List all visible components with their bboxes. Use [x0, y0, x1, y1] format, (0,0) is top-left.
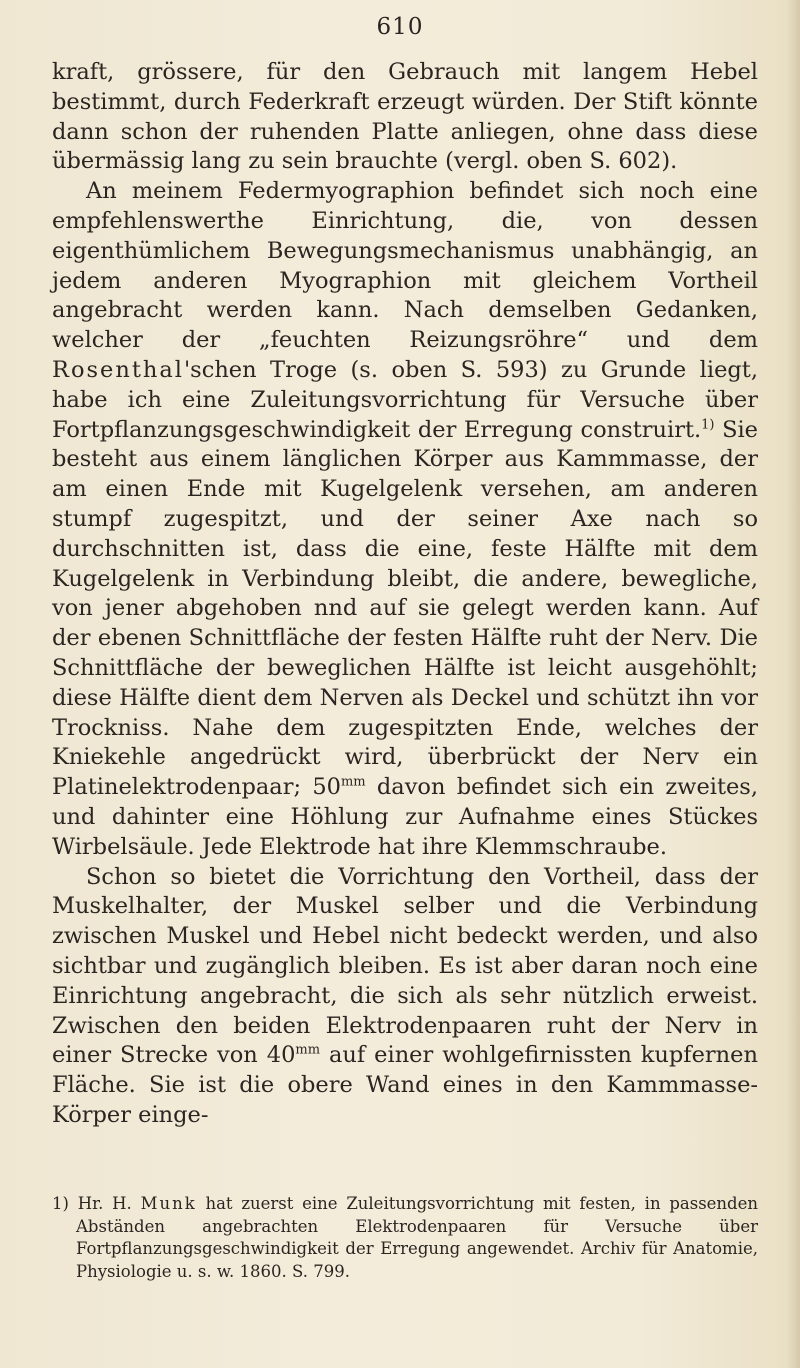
paragraph-2-part-2: 'schen Troge (s. oben S. 593) zu Grunde liegt, habe ich eine Zuleitungsvorrichtung für Versuche über Fortpflanzungsgeschwindigkeit der Erregung construirt. [52, 356, 758, 443]
body-text [52, 58, 758, 1131]
author-name-munk: Munk [140, 1194, 197, 1213]
page-number: 610 [376, 14, 424, 40]
paragraph-2-part-3: Sie besteht aus einem länglichen Körper aus Kammmasse, der am einen Ende mit Kugelgelenk versehen, am anderen stumpf zugespitzt, und der seiner Axe nach so durchschnitten ist, dass die eine, feste Hälfte mit dem Kugelgelenk in Verbindung bleibt, die andere, bewegliche, von jener abgehoben nnd auf sie gelegt werden kann. Auf der ebenen Schnittfläche der festen Hälfte ruht der Nerv. Die Schnittfläche der beweglichen Hälfte ist leicht ausgehöhlt; diese Hälfte dient dem Nerven als Deckel und schützt ihn vor Trockniss. Nahe dem zugespitzten Ende, welches der Kniekehle angedrückt wird, überbrückt der Nerv ein Platinelektrodenpaar; 50 [52, 416, 758, 801]
footnotes [52, 1193, 758, 1283]
footnote-marker: 1) [52, 1194, 69, 1213]
paragraph-2-part-4: davon befindet sich ein zweites, und dahinter eine Höhlung zur Aufnahme eines Stückes Wirbelsäule. Jede Elektrode hat ihre Klemmschraube. [52, 774, 759, 860]
paragraph-1-text: kraft, grössere, für den Gebrauch mit langem Hebel bestimmt, durch Federkraft erzeugt würden. Der Stift könnte dann schon der ruhenden Platte anliegen, ohne dass diese übermässig lang zu sein brauchte (vergl. oben S. 602). [52, 59, 758, 175]
footnote-prefix: Hr. H. [77, 1194, 141, 1213]
author-name-rosenthal: Rosenthal [52, 356, 184, 383]
paragraph-3 [52, 863, 758, 1131]
footnote-reference[interactable]: 1) [701, 417, 715, 433]
unit-superscript: mm [340, 774, 366, 790]
footnote-text: hat zuerst eine Zuleitungsvorrichtung mit festen, in passenden Abständen angebrachten Elektrodenpaaren für Versuche über Fortpflanzungsgeschwindigkeit der Erregung angewendet. Archiv für Anatomie, Physiologie u. s. w. 1860. S. 799. [76, 1194, 759, 1281]
page-edge-shadow [786, 0, 800, 1368]
paragraph-2-part-1: An meinem Federmyographion befindet sich noch eine empfehlenswerthe Einrichtung, die, von dessen eigenthümlichem Bewegungsmechanismus unabhängig, an jedem anderen Myographion mit gleichem Vortheil angebracht werden kann. Nach demselben Gedanken, welcher der „feuchten Reizungsröhre“ und dem [52, 178, 758, 354]
paragraph-3-part-1: Schon so bietet die Vorrichtung den Vortheil, dass der Muskelhalter, der Muskel selber und die Verbindung zwischen Muskel und Hebel nicht bedeckt werden, und also sichtbar und zugänglich bleiben. Es ist aber daran noch eine Einrichtung angebracht, die sich als sehr nützlich erweist. Zwischen den beiden Elektrodenpaaren ruht der Nerv in einer Strecke von 40 [52, 863, 758, 1069]
paragraph-2 [52, 177, 758, 862]
footnote-1 [52, 1193, 758, 1283]
paragraph-3-part-2: auf einer wohlgefirnissten kupfernen Fläche. Sie ist die obere Wand eines in den Kammmasse-Körper einge- [52, 1042, 758, 1128]
paragraph-1 [52, 58, 758, 177]
unit-superscript: mm [295, 1042, 321, 1058]
